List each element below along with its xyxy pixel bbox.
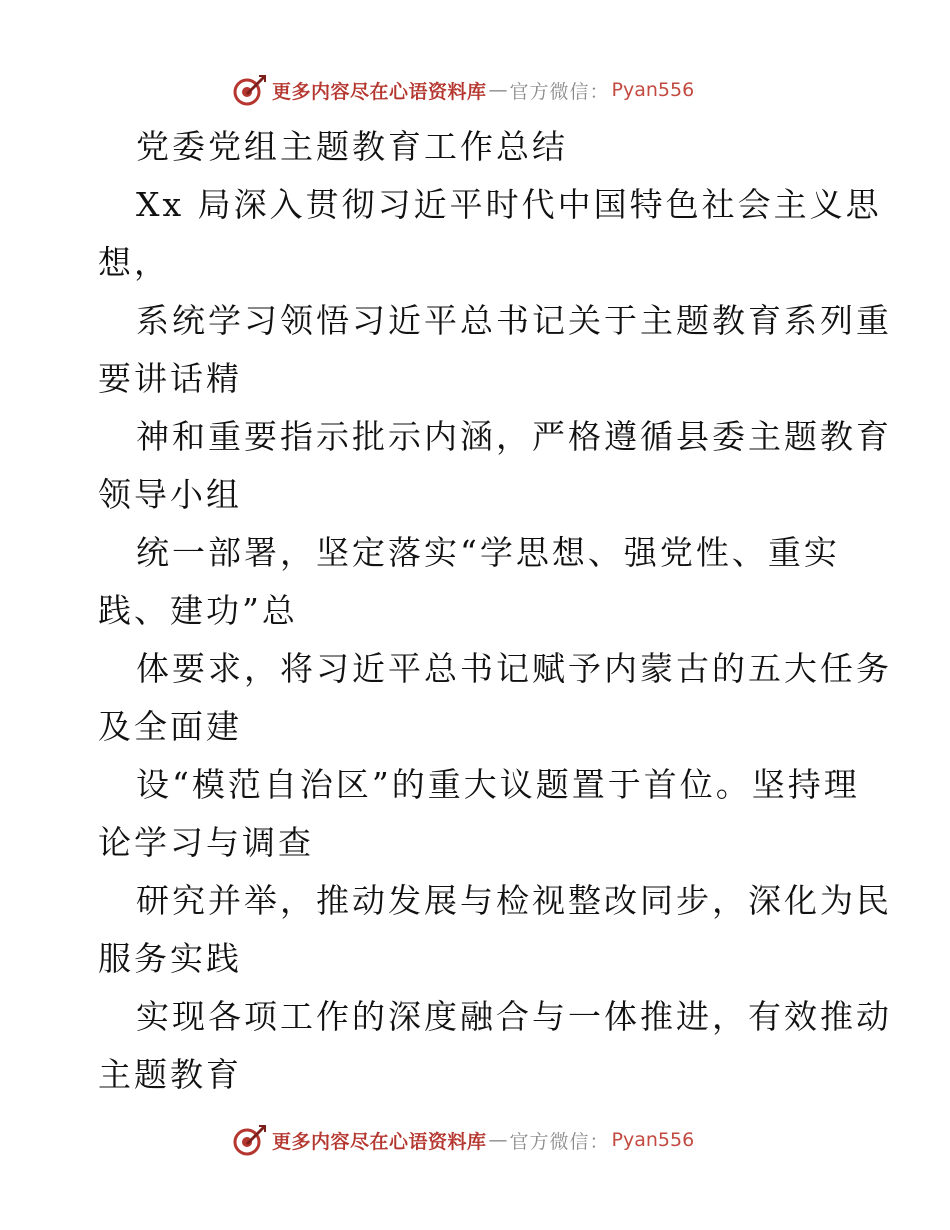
paragraph-line: 论学习与调查 — [98, 823, 314, 862]
header-banner — [232, 70, 732, 110]
footer-banner — [232, 1120, 732, 1160]
paragraph-line: Xx 局深入贯彻习近平时代中国特色社会主义思 — [136, 185, 882, 224]
paragraph-line: 神和重要指示批示内涵，严格遵循县委主题教育 — [136, 417, 892, 456]
banner-sub-text: 官方微信： — [509, 1130, 610, 1153]
paragraph-line: 想， — [98, 243, 170, 282]
banner-dash: — — [488, 1129, 508, 1151]
banner-brand-text: 更多内容尽在心语资料库 — [272, 80, 487, 103]
paragraph-line: 及全面建 — [98, 707, 242, 746]
paragraph-line: 要讲话精 — [98, 359, 242, 398]
paragraph-line: 系统学习领悟习近平总书记关于主题教育系列重 — [136, 301, 892, 340]
paragraph-line: 实现各项工作的深度融合与一体推进，有效推动 — [136, 997, 892, 1036]
paragraph-line: 领导小组 — [98, 475, 242, 514]
paragraph-line: 服务实践 — [98, 939, 242, 978]
paragraph-line: 设“模范自治区”的重大议题置于首位。坚持理 — [136, 765, 860, 804]
paragraph-line: 践、建功”总 — [98, 591, 298, 630]
paragraph-line: 研究并举，推动发展与检视整改同步，深化为民 — [136, 881, 892, 920]
banner-dash: — — [488, 79, 508, 101]
paragraph-line: 体要求，将习近平总书记赋予内蒙古的五大任务 — [136, 649, 892, 688]
banner-brand-text: 更多内容尽在心语资料库 — [272, 1130, 487, 1153]
paragraph-line: 主题教育 — [98, 1055, 242, 1094]
quill-pen-seal-icon — [232, 1123, 266, 1157]
quill-pen-seal-icon — [232, 73, 266, 107]
document-title: 党委党组主题教育工作总结 — [136, 127, 568, 166]
banner-wechat-id: Pyan556 — [611, 1129, 695, 1151]
banner-wechat-id: Pyan556 — [611, 79, 695, 101]
banner-sub-text: 官方微信： — [509, 80, 610, 103]
document-body — [98, 118, 892, 1104]
paragraph-line: 统一部署，坚定落实“学思想、强党性、重实 — [136, 533, 840, 572]
